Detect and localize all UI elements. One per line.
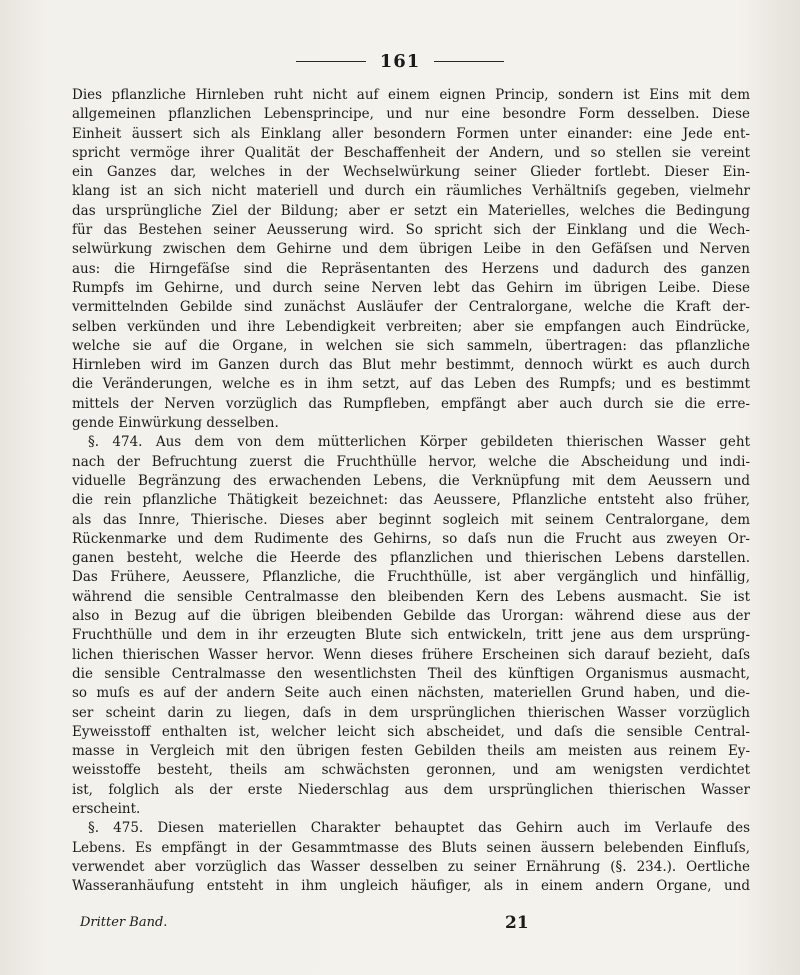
text-line: klang ist an sich nicht materiell und durch ein räumliches Verhältniſs gegeben, vielmehr bbox=[72, 183, 750, 200]
text-line: Einheit äussert sich als Einklang aller besondern Formen unter einander: eine Jede ent- bbox=[72, 125, 750, 142]
sheet-number: 21 bbox=[505, 913, 529, 933]
text-line: nach der Befruchtung zuerst die Fruchthülle hervor, welche die Abscheidung und indi- bbox=[72, 453, 750, 470]
text-line: vermittelnden Gebilde sind zunächst Ausläufer der Centralorgane, welche die Kraft der- bbox=[72, 299, 750, 316]
page-header bbox=[0, 48, 800, 74]
text-line: so muſs es auf der andern Seite auch einen nächsten, materiellen Grund haben, und die- bbox=[72, 685, 750, 702]
signature-mark: Dritter Band. bbox=[80, 915, 168, 930]
text-line: allgemeinen pflanzlichen Lebensprincipe, und nur eine besondre Form desselben. Diese bbox=[72, 106, 750, 123]
text-line: ganen besteht, welche die Heerde des pflanzlichen und thierischen Lebens darstellen. bbox=[72, 550, 750, 567]
text-line: Rückenmarke und dem Rudimente des Gehirns, so daſs nun die Frucht aus zweyen Or- bbox=[72, 530, 750, 547]
text-line: welche sie auf die Organe, in welchen sie sich sammeln, übertragen: das pflanzliche bbox=[72, 337, 750, 354]
text-line: selben verkünden und ihre Lebendigkeit verbreiten; aber sie empfangen auch Eindrücke, bbox=[72, 318, 750, 335]
text-line: ist, folglich als der erste Niederschlag aus dem ursprünglichen thierischen Wasser bbox=[72, 781, 750, 798]
section-475-start: §. 475. Diesen materiellen Charakter behauptet das Gehirn auch im Verlaufe des bbox=[88, 820, 750, 837]
text-line: Dies pflanzliche Hirnleben ruht nicht auf einem eignen Princip, sondern ist Eins mit dem bbox=[72, 87, 750, 103]
text-line: lichen thierischen Wasser hervor. Wenn dieses frühere Erscheinen sich darauf bezieht, daſs bbox=[72, 646, 750, 663]
text-line: die Veränderungen, welche es in ihm setzt, auf das Leben des Rumpfs; und es bestimmt bbox=[72, 376, 750, 393]
text-line: mittels der Nerven vorzüglich das Rumpfleben, empfängt aber auch durch sie die erre- bbox=[72, 395, 750, 412]
text-line: das ursprüngliche Ziel der Bildung; aber er setzt ein Materielles, welches die Bedingung bbox=[72, 202, 750, 219]
text-line: Das Frühere, Aeussere, Pflanzliche, die Fruchthülle, ist aber vergänglich und hinfällig, bbox=[72, 569, 750, 586]
text-line: spricht vermöge ihrer Qualität der Beschaffenheit der Andern, und so stellen sie vereint bbox=[72, 144, 750, 161]
text-line: während die sensible Centralmasse den bleibenden Kern des Lebens ausmacht. Sie ist bbox=[72, 588, 750, 605]
text-line: weisstoffe besteht, theils am schwächsten geronnen, und am wenigsten verdichtet bbox=[72, 762, 750, 779]
text-line: ser scheint darin zu liegen, daſs in dem ursprünglichen thierischen Wasser vorzüglich bbox=[72, 704, 750, 721]
text-line: Lebens. Es empfängt in der Gesammtmasse des Bluts seinen äussern belebenden Einfluſs, bbox=[72, 839, 750, 856]
text-line: aus: die Hirngefäſse sind die Repräsentanten des Herzens und dadurch des ganzen bbox=[72, 260, 750, 277]
text-line: Eyweisstoff enthalten ist, welcher leicht sich abscheidet, und daſs die sensible Central- bbox=[72, 723, 750, 740]
text-line: erscheint. bbox=[72, 800, 141, 817]
page-body bbox=[72, 86, 750, 896]
text-line: viduelle Begränzung des erwachenden Lebens, die Verknüpfung mit dem Aeussern und bbox=[72, 472, 750, 489]
text-line: masse in Vergleich mit den übrigen festen Gebilden theils am meisten aus reinem Ey- bbox=[72, 743, 750, 760]
text-line: also in Bezug auf die übrigen bleibenden Gebilde das Urorgan: während diese aus der bbox=[72, 608, 750, 625]
text-line: die rein pflanzliche Thätigkeit bezeichnet: das Aeussere, Pflanzliche entsteht also früher, bbox=[72, 492, 750, 509]
text-line: als das Innre, Thierische. Dieses aber beginnt sogleich mit seinem Centralorgane, dem bbox=[72, 511, 750, 528]
text-line: Hirnleben wird im Ganzen durch das Blut mehr bestimmt, dennoch würkt es auch durch bbox=[72, 357, 750, 374]
text-line: verwendet aber vorzüglich das Wasser desselben zu seiner Ernährung (§. 234.). Oertliche bbox=[72, 858, 750, 875]
page-number: 161 bbox=[379, 50, 421, 72]
text-line: Wasseranhäufung entsteht in ihm ungleich häufiger, als in einem andern Organe, und bbox=[72, 878, 750, 895]
text-line: Rumpfs im Gehirne, und durch seine Nerven lebt das Gehirn im übrigen Leibe. Diese bbox=[72, 279, 750, 296]
page-footer bbox=[80, 915, 580, 937]
header-rule-right bbox=[434, 61, 504, 62]
text-line: Fruchthülle und dem in ihr erzeugten Blute sich entwickeln, tritt jene aus dem ursprüng- bbox=[72, 627, 750, 644]
text-line: ein Ganzes dar, welches in der Wechselwürkung seiner Glieder fortlebt. Dieser Ein- bbox=[72, 164, 750, 181]
text-line: gende Einwürkung desselben. bbox=[72, 415, 279, 432]
text-line: die sensible Centralmasse den wesentlichsten Theil des künftigen Organismus ausmacht, bbox=[72, 665, 750, 682]
section-474-start: §. 474. Aus dem von dem mütterlichen Körper gebildeten thierischen Wasser geht bbox=[88, 434, 750, 451]
header-rule-left bbox=[296, 61, 366, 62]
text-line: selwürkung zwischen dem Gehirne und dem übrigen Leibe in den Gefäſsen und Nerven bbox=[72, 241, 750, 258]
text-line: für das Bestehen seiner Aeusserung wird. So spricht sich der Einklang und die Wech- bbox=[72, 222, 750, 239]
